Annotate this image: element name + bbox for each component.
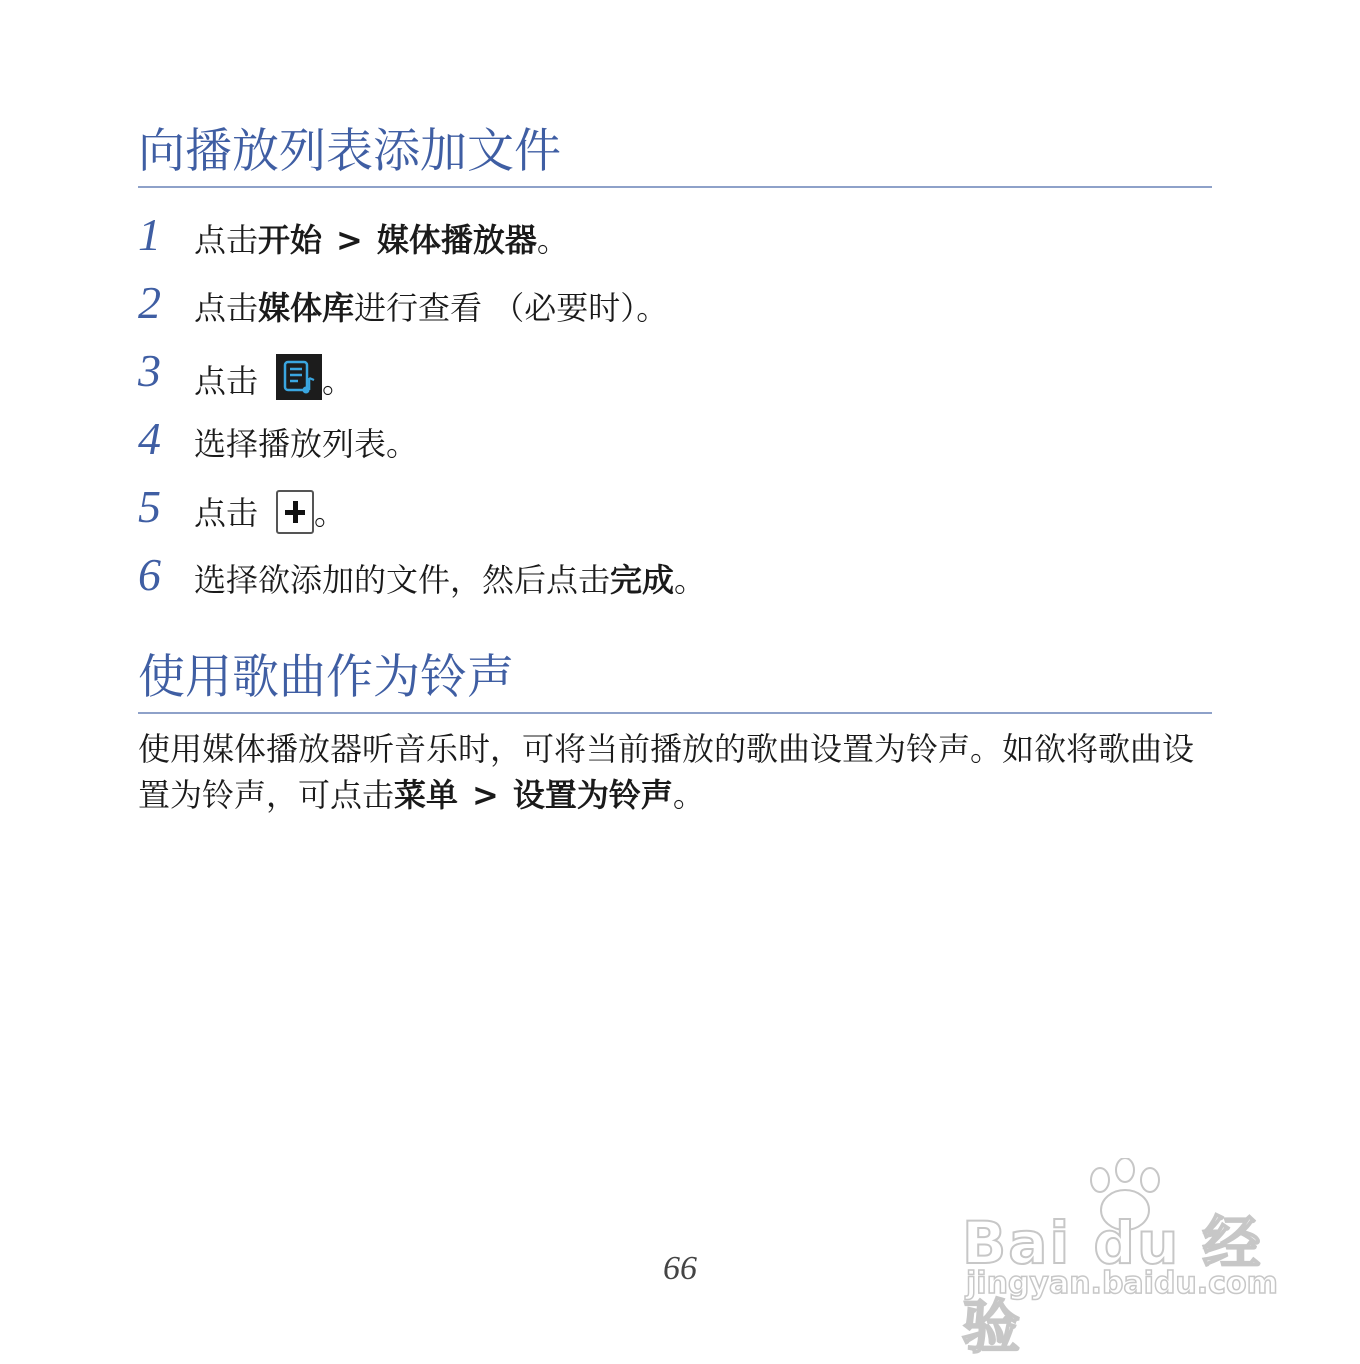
step-text bbox=[194, 286, 668, 330]
step-number: 6 bbox=[138, 549, 161, 600]
step-2 bbox=[138, 272, 1212, 340]
step-text-pre: 点击 bbox=[194, 221, 259, 259]
path-separator: > bbox=[472, 776, 499, 814]
step-number: 5 bbox=[138, 481, 161, 532]
step-text-post: 进行查看 （必要时）。 bbox=[354, 289, 669, 327]
media-player-label: 媒体播放器 bbox=[376, 221, 537, 259]
start-label: 开始 bbox=[258, 221, 323, 259]
path-separator: > bbox=[336, 221, 363, 259]
playlist-music-icon bbox=[276, 354, 322, 400]
step-text bbox=[194, 354, 354, 403]
step-number: 3 bbox=[138, 345, 161, 396]
step-text-post: 。 bbox=[322, 362, 355, 400]
paragraph-text-end: 。 bbox=[672, 776, 705, 814]
step-text-post: 。 bbox=[314, 494, 347, 532]
step-1 bbox=[138, 204, 1212, 272]
step-text-pre: 点击 bbox=[194, 289, 259, 327]
section-title-add-files: 向播放列表添加文件 bbox=[138, 120, 1212, 188]
ringtone-paragraph bbox=[138, 726, 1212, 818]
watermark-brand: Bai du 经验 bbox=[962, 1209, 1263, 1361]
step-text bbox=[194, 490, 346, 535]
step-text-post: 。 bbox=[536, 221, 569, 259]
step-text-pre: 选择欲添加的文件，然后点击 bbox=[194, 561, 611, 599]
step-number: 2 bbox=[138, 277, 161, 328]
step-text-pre: 点击 bbox=[194, 362, 259, 400]
media-library-label: 媒体库 bbox=[258, 289, 355, 327]
manual-page bbox=[138, 120, 1212, 818]
page-number: 66 bbox=[663, 1250, 697, 1287]
step-text bbox=[194, 218, 569, 262]
steps-list bbox=[138, 204, 1212, 612]
step-text-post: 。 bbox=[674, 561, 707, 599]
step-number: 1 bbox=[138, 209, 161, 260]
watermark-url: jingyan.baidu.com bbox=[966, 1266, 1278, 1301]
step-text: 选择播放列表。 bbox=[194, 425, 419, 463]
baidu-jingyan-watermark bbox=[962, 1158, 1282, 1361]
section-title-ringtone: 使用歌曲作为铃声 bbox=[138, 646, 1212, 714]
step-number: 4 bbox=[138, 413, 161, 464]
step-text bbox=[194, 558, 706, 602]
step-4 bbox=[138, 408, 1212, 476]
step-3 bbox=[138, 340, 1212, 408]
step-5 bbox=[138, 476, 1212, 544]
step-6 bbox=[138, 544, 1212, 612]
paragraph-text: 使用媒体播放器听音乐时，可将当前播放的歌曲设置为铃声。如欲将歌曲设置为铃声，可点击 bbox=[138, 730, 1195, 814]
step-text-pre: 点击 bbox=[194, 494, 259, 532]
done-label: 完成 bbox=[610, 561, 675, 599]
plus-icon bbox=[276, 490, 314, 534]
set-as-ringtone-label: 设置为铃声 bbox=[512, 776, 673, 814]
menu-label: 菜单 bbox=[394, 776, 459, 814]
ringtone-section bbox=[138, 646, 1212, 818]
